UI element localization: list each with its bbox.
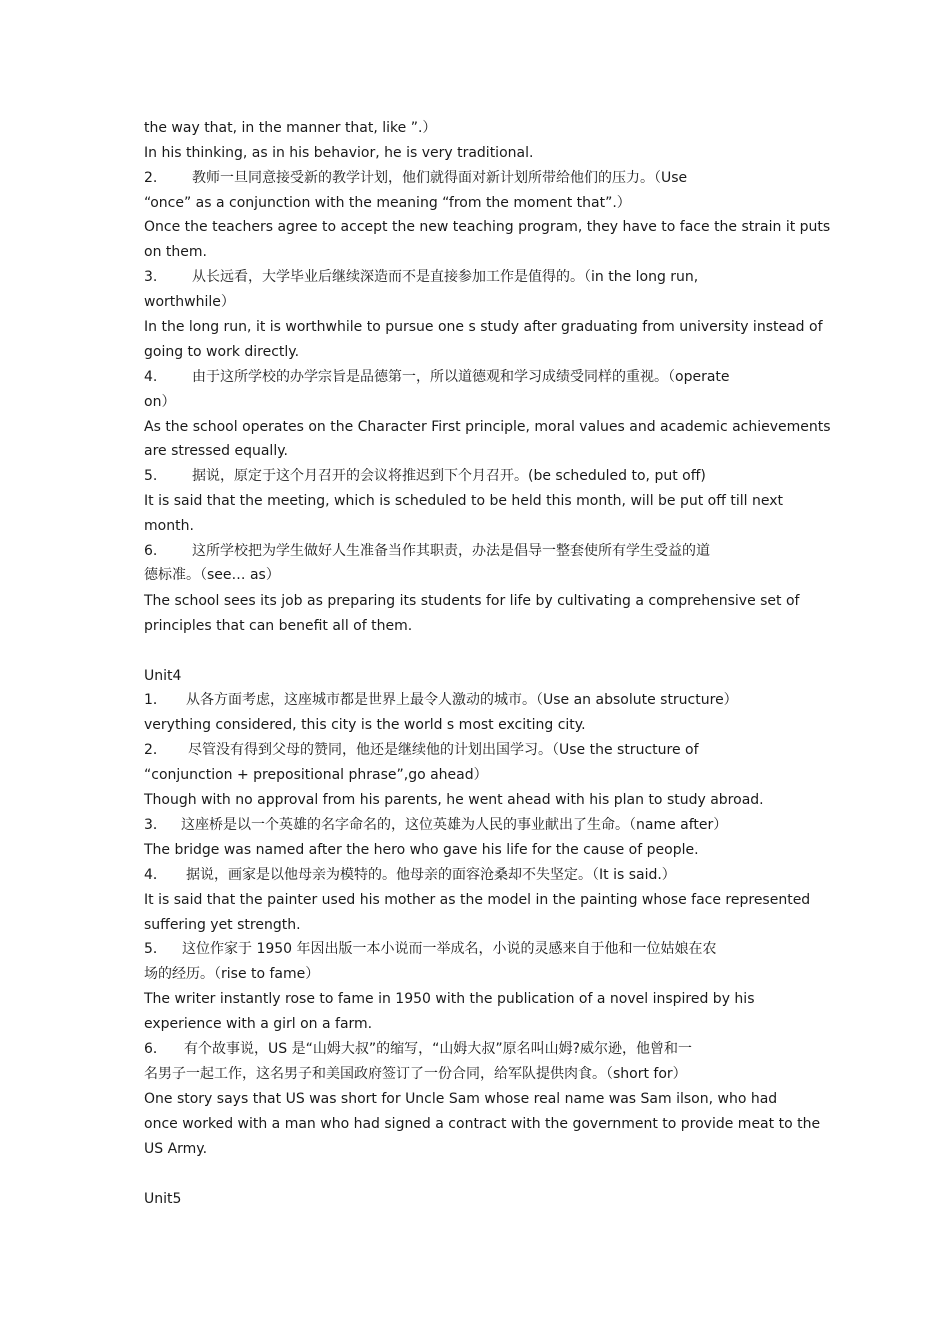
text-line: “once” as a conjunction with the meaning “from the moment that”.） xyxy=(144,195,631,211)
item-line: 2. 教师一旦同意接受新的教学计划，他们就得面对新计划所带给他们的压力。（Use xyxy=(144,170,688,186)
text-line: It is said that the meeting, which is scheduled to be held this month, will be put off till next xyxy=(144,493,783,509)
text-line: US Army. xyxy=(144,1141,208,1157)
item-line: 1． 从各方面考虑，这座城市都是世界上最令人激动的城市。（Use an absolute structure） xyxy=(144,692,738,708)
text-line: going to work directly. xyxy=(144,344,300,360)
item-line: 3. 从长远看，大学毕业后继续深造而不是直接参加工作是值得的。（in the long run, xyxy=(144,269,699,285)
item-line: 5. 据说，原定于这个月召开的会议将推迟到下个月召开。(be scheduled to, put off) xyxy=(144,468,706,484)
item-number: 2. xyxy=(144,170,158,186)
text-line: “conjunction + prepositional phrase”,go ahead） xyxy=(144,767,488,783)
text-line: One story says that US was short for Uncle Sam whose real name was Sam ilson, who had xyxy=(144,1091,778,1107)
text-line: The school sees its job as preparing its students for life by cultivating a comprehensive set of xyxy=(144,593,800,609)
item-line: 6. 这所学校把为学生做好人生准备当作其职责，办法是倡导一整套使所有学生受益的道 xyxy=(144,543,710,559)
text-line: Though with no approval from his parents, he went ahead with his plan to study abroad. xyxy=(144,792,764,808)
item-number: 4． xyxy=(144,867,167,883)
text-line: 德标准。（see… as） xyxy=(144,567,280,583)
text-line: In his thinking, as in his behavior, he is very traditional. xyxy=(144,145,534,161)
section-heading: Unit5 xyxy=(144,1191,182,1207)
item-number: 3． xyxy=(144,817,167,833)
text-line: are stressed equally. xyxy=(144,443,288,459)
text-line: experience with a girl on a farm. xyxy=(144,1016,373,1032)
item-number: 5． xyxy=(144,941,167,957)
item-number: 4. xyxy=(144,369,158,385)
text-line: worthwhile） xyxy=(144,294,235,310)
item-number: 2． xyxy=(144,742,167,758)
item-line: 3． 这座桥是以一个英雄的名字命名的，这位英雄为人民的事业献出了生命。（name after） xyxy=(144,817,728,833)
text-line: 场的经历。（rise to fame） xyxy=(144,966,320,982)
text-line: verything considered, this city is the world s most exciting city. xyxy=(144,717,586,733)
text-line: The writer instantly rose to fame in 1950 with the publication of a novel inspired by his xyxy=(144,991,755,1007)
text-line: It is said that the painter used his mother as the model in the painting whose face represented xyxy=(144,892,811,908)
text-line: once worked with a man who had signed a contract with the government to provide meat to the xyxy=(144,1116,821,1132)
text-line: As the school operates on the Character First principle, moral values and academic achievements xyxy=(144,419,831,435)
item-line: 2． 尽管没有得到父母的赞同，他还是继续他的计划出国学习。（Use the structure of xyxy=(144,742,699,758)
item-number: 5. xyxy=(144,468,158,484)
text-line: The bridge was named after the hero who gave his life for the cause of people. xyxy=(144,842,699,858)
text-line: In the long run, it is worthwhile to pursue one s study after graduating from university instead of xyxy=(144,319,823,335)
text-line: on） xyxy=(144,394,176,410)
section-heading: Unit4 xyxy=(144,668,182,684)
item-number: 6. xyxy=(144,543,158,559)
item-line: 4. 由于这所学校的办学宗旨是品德第一，所以道德观和学习成绩受同样的重视。（operate xyxy=(144,369,730,385)
item-number: 1． xyxy=(144,692,167,708)
item-line: 5． 这位作家于 1950 年因出版一本小说而一举成名，小说的灵感来自于他和一位姑娘在农 xyxy=(144,941,717,957)
item-line: 6． 有个故事说，US 是“山姆大叔”的缩写，“山姆大叔”原名叫山姆?威尔逊，他曾和一 xyxy=(144,1041,693,1057)
item-line: 4． 据说，画家是以他母亲为模特的。他母亲的面容沧桑却不失坚定。（It is said.） xyxy=(144,867,676,883)
text-line: 名男子一起工作，这名男子和美国政府签订了一份合同，给军队提供肉食。（short for） xyxy=(144,1066,687,1082)
text-line: the way that, in the manner that, like ”.） xyxy=(144,120,437,136)
item-number: 3. xyxy=(144,269,158,285)
item-number: 6． xyxy=(144,1041,167,1057)
text-line: Once the teachers agree to accept the new teaching program, they have to face the strain it puts xyxy=(144,219,831,235)
text-line: on them. xyxy=(144,244,207,260)
text-line: principles that can benefit all of them. xyxy=(144,618,413,634)
text-line: month. xyxy=(144,518,194,534)
text-line: suffering yet strength. xyxy=(144,917,301,933)
